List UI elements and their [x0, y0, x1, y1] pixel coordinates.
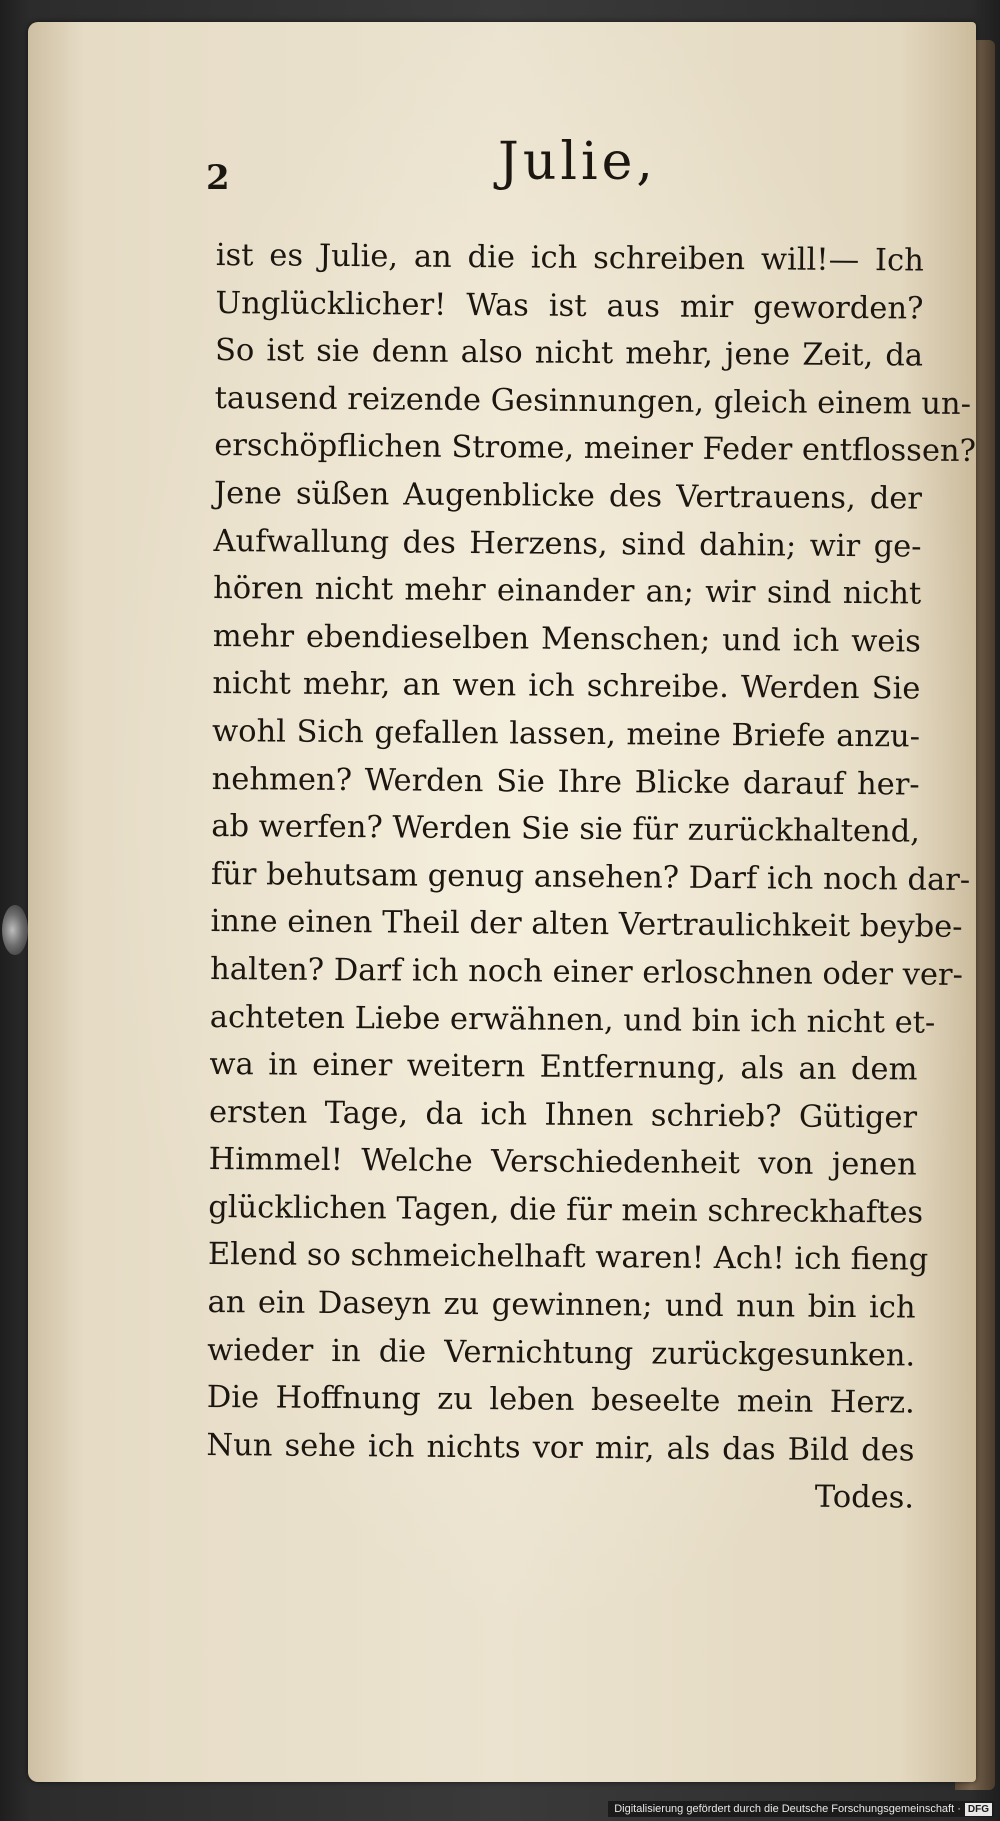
text-line: glücklichen Tagen, die für mein schreckhaftes [208, 1189, 924, 1231]
page-header [178, 132, 938, 212]
text-line: Jene süßen Augenblicke des Vertrauens, der [213, 475, 923, 517]
book-page [28, 22, 976, 1782]
running-title: Julie, [498, 132, 657, 192]
text-line: achteten Liebe erwähnen, und bin ich nicht et- [209, 999, 936, 1041]
text-line: für behutsam genug ansehen? Darf ich noch dar- [210, 856, 971, 898]
text-line: nehmen? Werden Sie Ihre Blicke darauf her- [211, 761, 920, 803]
credit-text: Digitalisierung gefördert durch die Deutsche Forschungsgemeinschaft · [614, 1803, 961, 1815]
text-line: wohl Sich gefallen lassen, meine Briefe anzu- [211, 713, 921, 755]
text-line: Nun sehe ich nichts vor mir, als das Bild des [206, 1427, 915, 1469]
text-line: an ein Daseyn zu gewinnen; und nun bin ich [207, 1285, 916, 1326]
page-number: 2 [206, 158, 230, 198]
digitization-credit [608, 1801, 994, 1817]
dfg-logo: DFG [965, 1803, 992, 1816]
text-line: halten? Darf ich noch einer erloschnen oder ver- [210, 951, 964, 993]
text-line-catchword: Todes. [814, 1480, 915, 1516]
text-line: So ist sie denn also nicht mehr, jene Zeit, da [214, 333, 924, 374]
binding-ring-icon [2, 905, 28, 955]
text-line: ist es Julie, an die ich schreiben will!— Ich [215, 237, 924, 279]
text-line: nicht mehr, an wen ich schreibe. Werden Sie [212, 666, 921, 707]
text-line: Unglücklicher! Was ist aus mir geworden? [215, 285, 924, 327]
text-line: inne einen Theil der alten Vertraulichkeit beybe- [210, 904, 963, 946]
text-line: tausend reizende Gesinnungen, gleich einem un- [214, 380, 972, 422]
text-line: wieder in die Vernichtung zurückgesunken. [207, 1332, 916, 1374]
body-text [206, 232, 977, 1523]
text-line: wa in einer weitern Entfernung, als an dem [209, 1047, 918, 1088]
text-line: erschöpflichen Strome, meiner Feder entflossen? [214, 428, 977, 470]
text-line: Aufwallung des Herzens, sind dahin; wir ge- [213, 523, 922, 565]
text-line: ab werfen? Werden Sie sie für zurückhaltend, [211, 809, 921, 850]
text-line: mehr ebendieselben Menschen; und ich weis [212, 618, 921, 660]
text-line: Himmel! Welche Verschiedenheit von jenen [208, 1142, 917, 1183]
text-line: ersten Tage, da ich Ihnen schrieb? Gütiger [208, 1094, 918, 1136]
text-line: Elend so schmeichelhaft waren! Ach! ich fieng [207, 1237, 929, 1279]
text-line: Die Hoffnung zu leben beseelte mein Herz. [206, 1380, 915, 1421]
text-line: hören nicht mehr einander an; wir sind nicht [213, 571, 922, 612]
